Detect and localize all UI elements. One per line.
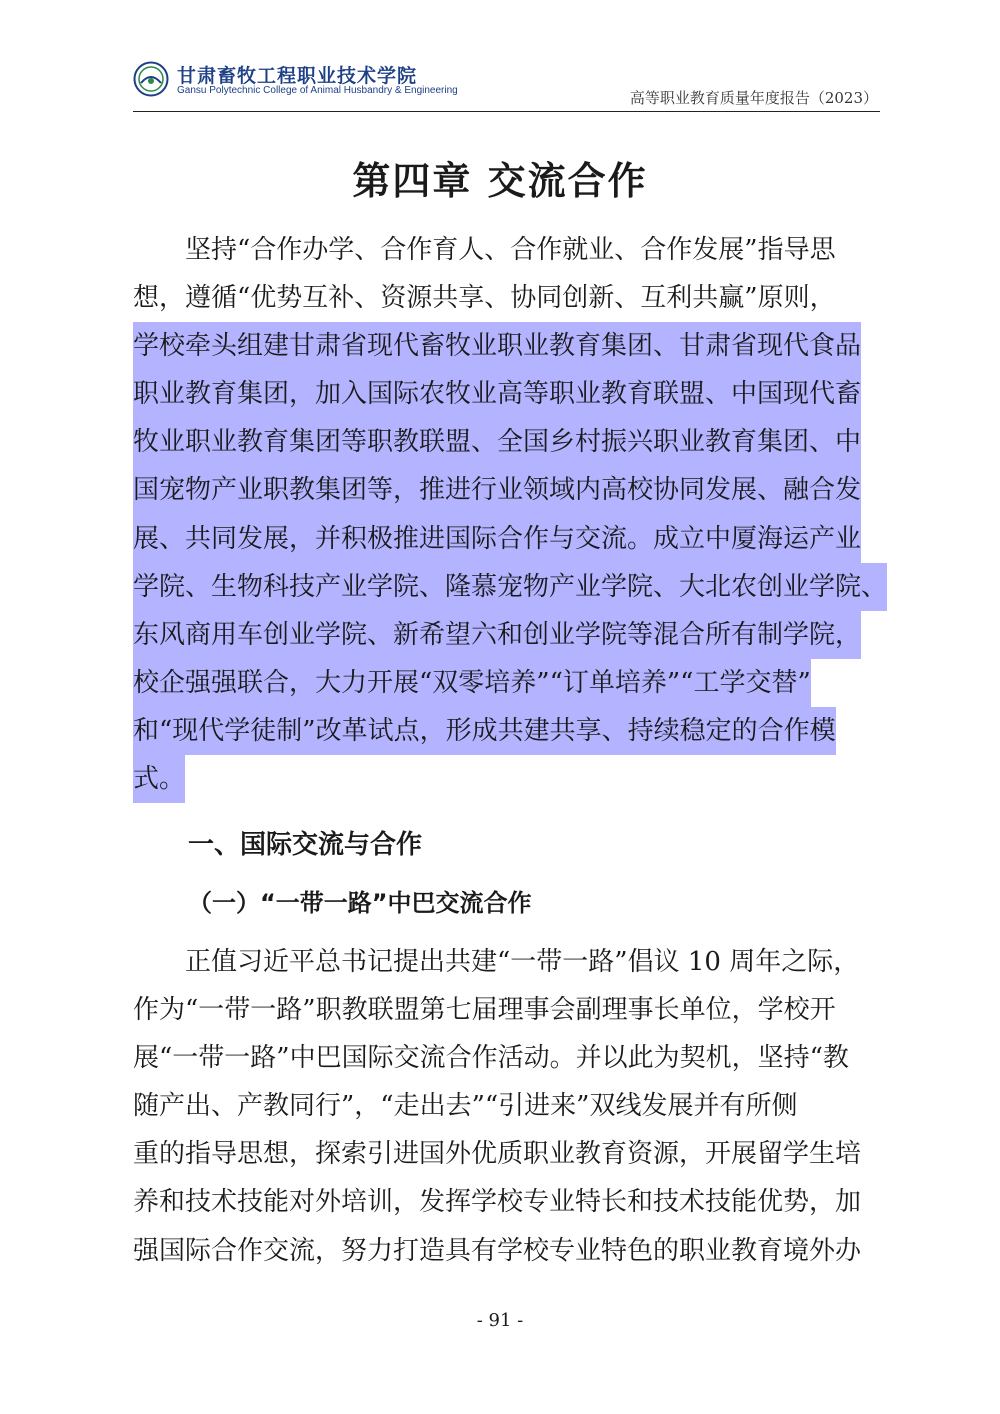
- text-line: 正值习近平总书记提出共建“一带一路”倡议 10 周年之际，: [185, 947, 860, 977]
- highlighted-text: 展、共同发展，并积极推进国际合作与交流。成立中厦海运产业: [133, 515, 861, 563]
- page-number: - 91 -: [476, 1310, 524, 1331]
- chapter-title: 第四章 交流合作: [352, 158, 648, 203]
- highlighted-text: 式。: [133, 755, 185, 803]
- text-line: 养和技术技能对外培训，发挥学校专业特长和技术技能优势，加: [133, 1187, 862, 1218]
- highlighted-text: 牧业职业教育集团等职教联盟、全国乡村振兴职业教育集团、中: [133, 418, 861, 466]
- school-emblem-icon: [133, 61, 169, 97]
- highlighted-text: 校企强强联合，大力开展“双零培养”“订单培养”“工学交替”: [133, 659, 811, 707]
- page-header: [133, 55, 880, 112]
- text-line: 强国际合作交流，努力打造具有学校专业特色的职业教育境外办: [133, 1235, 862, 1266]
- highlighted-text: 和“现代学徒制”改革试点，形成共建共享、持续稳定的合作模: [133, 707, 836, 755]
- highlighted-text: 学院、生物科技产业学院、隆慕宠物产业学院、大北农创业学院、: [133, 563, 887, 611]
- text-line: 想，遵循“优势互补、资源共享、协同创新、互利共赢”原则，: [133, 283, 836, 314]
- body-paragraph: [133, 938, 893, 1275]
- subsection-heading: （一）“一带一路”中巴交流合作: [188, 889, 532, 917]
- text-line: 随产出、产教同行”，“走出去”“引进来”双线发展并有所侧: [133, 1091, 798, 1122]
- school-name-cn: 甘肃畜牧工程职业技术学院: [177, 65, 418, 87]
- text-line: 展“一带一路”中巴国际交流合作活动。并以此为契机，坚持“教: [133, 1043, 849, 1074]
- text-line: 坚持“合作办学、合作育人、合作就业、合作发展”指导思: [185, 235, 836, 265]
- intro-paragraph: [133, 226, 893, 803]
- highlighted-text: 职业教育集团，加入国际农牧业高等职业教育联盟、中国现代畜: [133, 370, 861, 418]
- text-line: 作为“一带一路”职教联盟第七届理事会副理事长单位，学校开: [133, 995, 836, 1026]
- report-title: 高等职业教育质量年度报告（2023）: [629, 89, 878, 107]
- school-name-en: Gansu Polytechnic College of Animal Husbandry & Engineering: [177, 85, 458, 96]
- highlighted-text: 东风商用车创业学院、新希望六和创业学院等混合所有制学院，: [133, 611, 861, 659]
- highlighted-text: 国宠物产业职教集团等，推进行业领域内高校协同发展、融合发: [133, 466, 861, 514]
- text-line: 重的指导思想，探索引进国外优质职业教育资源，开展留学生培: [133, 1139, 862, 1170]
- section-heading: 一、国际交流与合作: [188, 830, 423, 860]
- highlighted-text: 学校牵头组建甘肃省现代畜牧业职业教育集团、甘肃省现代食品: [133, 322, 861, 370]
